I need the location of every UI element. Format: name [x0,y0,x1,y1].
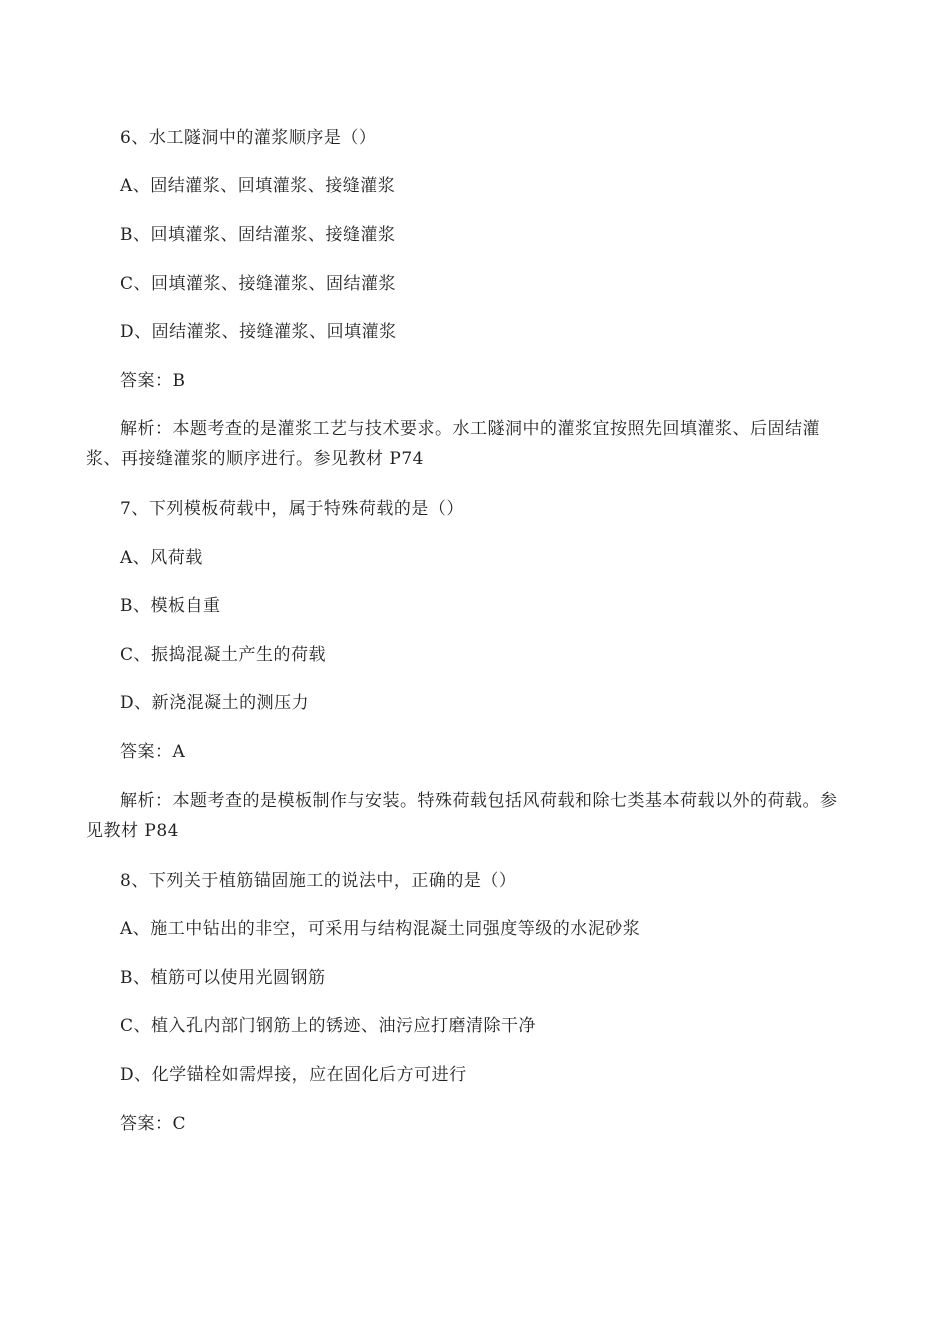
question-8-option-b: B、植筋可以使用光圆钢筋 [120,968,326,988]
question-8-stem: 8、下列关于植筋锚固施工的说法中，正确的是（） [120,871,517,891]
question-8-option-c: C、植入孔内部门钢筋上的锈迹、油污应打磨清除干净 [120,1016,537,1036]
question-7-analysis: 解析：本题考查的是模板制作与安装。特殊荷载包括风荷载和除七类基本荷载以外的荷载。参见教材 P84 [86,791,838,841]
question-8-option-a: A、施工中钻出的非空，可采用与结构混凝土同强度等级的水泥砂浆 [120,919,641,939]
question-7-option-c: C、振捣混凝土产生的荷载 [120,645,327,665]
question-6-option-c: C、回填灌浆、接缝灌浆、固结灌浆 [120,274,397,294]
question-6-option-b: B、回填灌浆、固结灌浆、接缝灌浆 [120,225,396,245]
question-7-option-b: B、模板自重 [120,596,221,616]
question-6-option-a: A、固结灌浆、回填灌浆、接缝灌浆 [120,176,396,196]
question-8-answer: 答案：C [120,1114,187,1134]
question-7-option-a: A、风荷载 [120,548,203,568]
question-6-option-d: D、固结灌浆、接缝灌浆、回填灌浆 [120,322,397,342]
question-6-answer: 答案：B [120,371,186,391]
question-7-answer: 答案：A [120,742,186,762]
question-7-stem: 7、下列模板荷载中，属于特殊荷载的是（） [120,499,464,519]
question-6-analysis: 解析：本题考查的是灌浆工艺与技术要求。水工隧洞中的灌浆宜按照先回填灌浆、后固结灌浆、再接缝灌浆的顺序进行。参见教材 P74 [86,419,820,469]
question-7-option-d: D、新浇混凝土的测压力 [120,693,310,713]
question-6-stem: 6、水工隧洞中的灌浆顺序是（） [120,128,377,148]
question-8-option-d: D、化学锚栓如需焊接，应在固化后方可进行 [120,1065,467,1085]
